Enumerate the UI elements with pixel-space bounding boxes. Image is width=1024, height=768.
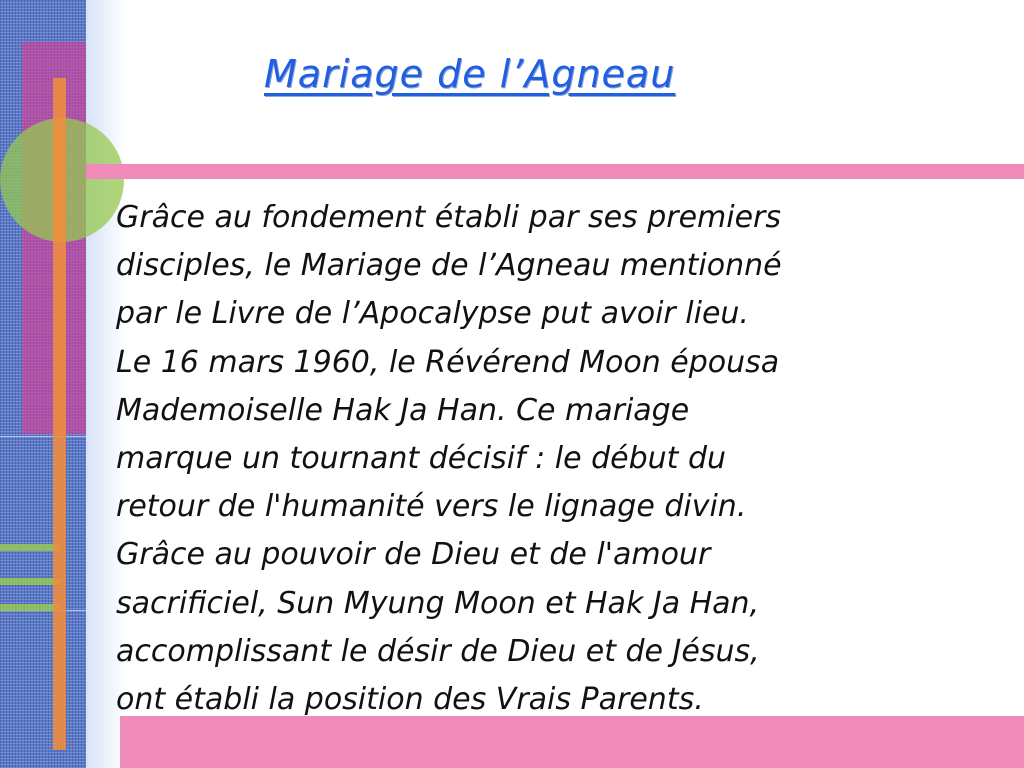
decorative-green-line (0, 604, 60, 611)
body-line: par le Livre de l’Apocalypse put avoir lieu. (116, 296, 749, 332)
body-line: Grâce au fondement établi par ses premiers (116, 200, 782, 235)
body-line: accomplissant le désir de Dieu et de Jésus, (116, 633, 760, 669)
decorative-orange-bar (53, 78, 66, 750)
body-line: Mademoiselle Hak Ja Han. Ce mariage (116, 392, 690, 428)
slide-title: Mariage de l’Agneau (264, 52, 676, 96)
body-line: ont établi la position des Vrais Parents. (116, 682, 704, 718)
decorative-line (0, 436, 86, 437)
body-line: Le 16 mars 1960, le Révérend Moon épousa (116, 344, 780, 380)
body-line: Grâce au pouvoir de Dieu et de l'amour (116, 537, 711, 573)
decorative-pink-band-top (86, 164, 1024, 179)
body-line: disciples, le Mariage de l’Agneau mentionné (116, 248, 782, 284)
decorative-green-line (0, 544, 60, 551)
body-line: sacrificiel, Sun Myung Moon et Hak Ja Han, (116, 585, 760, 621)
body-line: marque un tournant décisif : le début du (116, 441, 727, 477)
decorative-green-line (0, 578, 60, 585)
body-line: retour de l'humanité vers le lignage divin. (116, 489, 747, 525)
slide-body (116, 194, 996, 724)
